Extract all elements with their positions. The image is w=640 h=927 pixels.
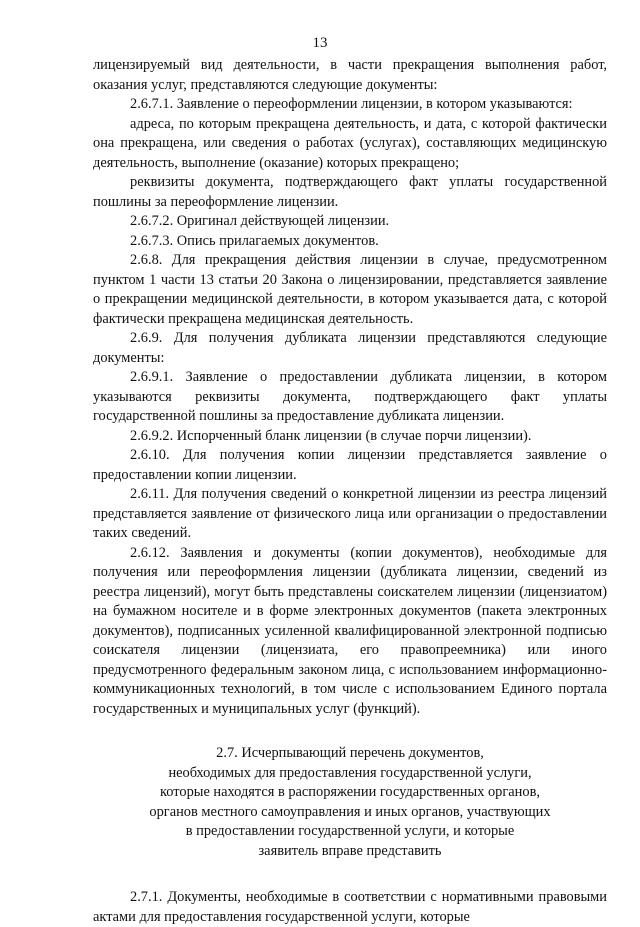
page-number: 13 bbox=[312, 35, 328, 51]
paragraph-2-7-1: 2.7.1. Документы, необходимые в соответствии с нормативными правовыми актами для предоставления государственной услуги, которые bbox=[93, 889, 607, 925]
section-heading-2-7 bbox=[93, 744, 607, 861]
heading-line: органов местного самоуправления и иных органов, участвующих bbox=[149, 803, 551, 820]
heading-line: заявитель вправе представить bbox=[258, 842, 442, 859]
paragraph-2-6-7-1: 2.6.7.1. Заявление о переоформлении лицензии, в котором указываются: bbox=[130, 96, 573, 112]
heading-line: которые находятся в распоряжении государственных органов, bbox=[160, 784, 540, 800]
paragraph-2-6-9-2: 2.6.9.2. Испорченный бланк лицензии (в случае порчи лицензии). bbox=[130, 427, 532, 444]
paragraph-continuation: лицензируемый вид деятельности, в части прекращения выполнения работ, оказания услуг, представляются следующие документы: bbox=[93, 57, 607, 93]
paragraph-2-6-8: 2.6.8. Для прекращения действия лицензии в случае, предусмотренном пунктом 1 части 13 статьи 20 Закона о лицензировании, представляется заявление о прекращении медицинской деятельности, в котором указывается дата, с которой фактически прекращена медицинская деятельность. bbox=[93, 252, 607, 327]
heading-line: необходимых для предоставления государственной услуги, bbox=[168, 764, 532, 781]
paragraph-2-6-10: 2.6.10. Для получения копии лицензии представляется заявление о предоставлении копии лицензии. bbox=[93, 447, 607, 483]
paragraph-2-6-12: 2.6.12. Заявления и документы (копии документов), необходимые для получения или переоформления лицензии (дубликата лицензии, сведений из реестра лицензий), могут быть представлены соискателем лицензии (лицензиатом) на бумажном носителе и в форме электронных документов (пакета электронных документов), подписанных усиленной квалифицированной электронной подписью соискателя лицензии (лицензиата, его правопреемника) или иного предусмотренного федеральным законом лица, с использованием информационно-коммуникационных технологий, в том числе с использованием Единого портала государственных и муниципальных услуг (функций). bbox=[93, 544, 607, 717]
paragraph-2-6-9: 2.6.9. Для получения дубликата лицензии представляются следующие документы: bbox=[93, 330, 607, 366]
body-text bbox=[93, 56, 607, 927]
heading-line: в предоставлении государственной услуги, и которые bbox=[185, 823, 515, 839]
paragraph-2-6-7-2: 2.6.7.2. Оригинал действующей лицензии. bbox=[130, 213, 390, 229]
paragraph-2-6-9-1: 2.6.9.1. Заявление о предоставлении дубликата лицензии, в котором указываются реквизиты документа, подтверждающего факт уплаты государственной пошлины за предоставление дубликата лицензии. bbox=[93, 369, 607, 424]
heading-line: 2.7. Исчерпывающий перечень документов, bbox=[216, 745, 484, 761]
paragraph-2-6-7-3: 2.6.7.3. Опись прилагаемых документов. bbox=[130, 232, 379, 249]
paragraph-2-6-11: 2.6.11. Для получения сведений о конкретной лицензии из реестра лицензий представляется заявление от физического лица или организации о предоставлении таких сведений. bbox=[93, 486, 607, 541]
paragraph-addresses: адреса, по которым прекращена деятельность, и дата, с которой фактически она прекращена, или сведения о работах (услугах), составляющих медицинскую деятельность, выполнение (оказание) которых прекращено; bbox=[93, 115, 607, 171]
paragraph-fee-details: реквизиты документа, подтверждающего факт уплаты государственной пошлины за переоформление лицензии. bbox=[93, 174, 607, 210]
